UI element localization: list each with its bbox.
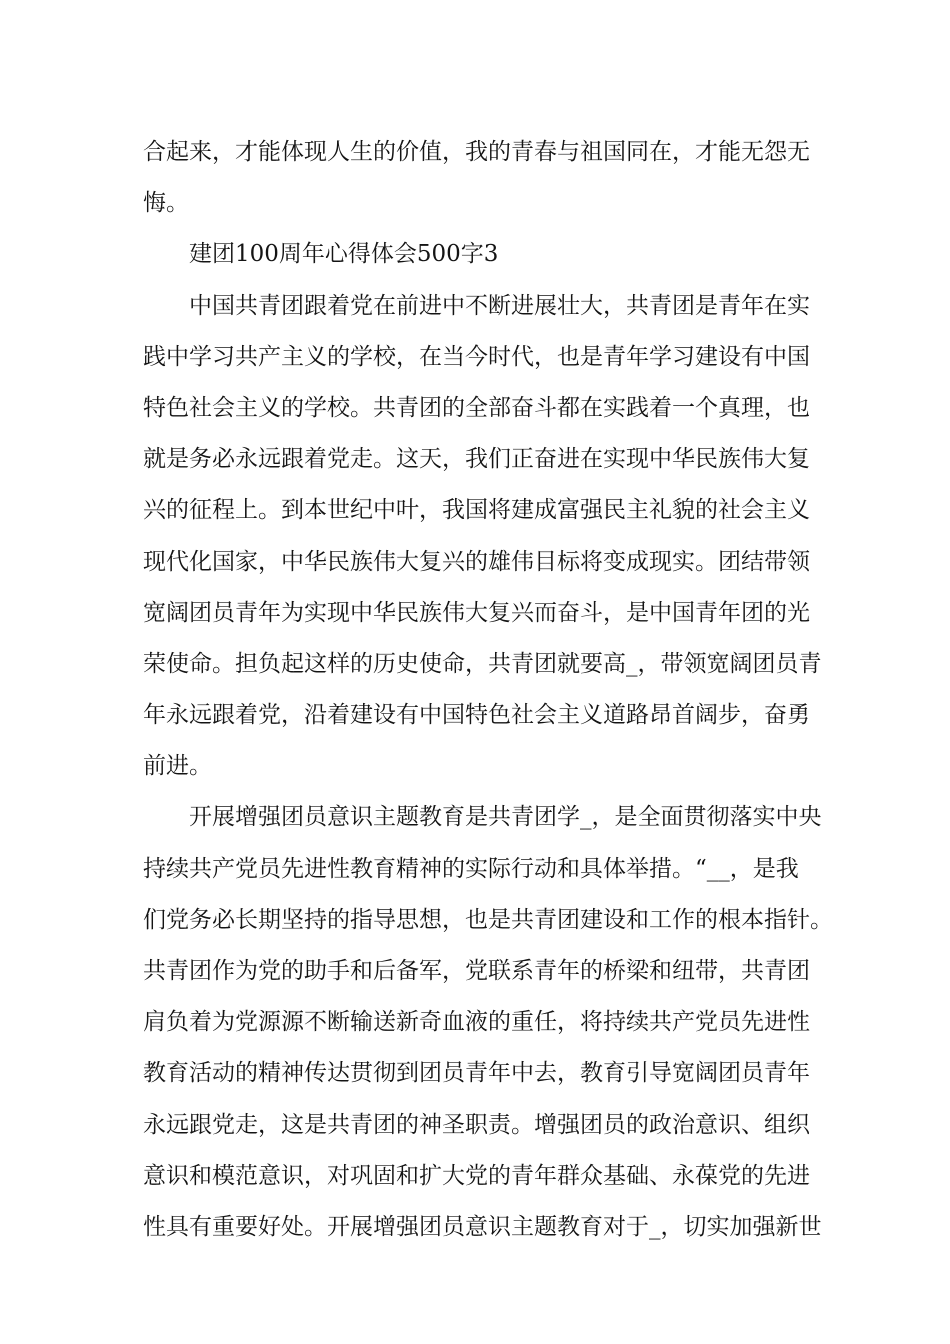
paragraph-line: 荣使命。担负起这样的历史使命，共青团就要高_，带领宽阔团员青 bbox=[143, 650, 822, 677]
paragraph-line: 持续共产党员先进性教育精神的实际行动和具体举措。“__，是我 bbox=[143, 855, 799, 882]
paragraph-line: 们党务必长期坚持的指导思想，也是共青团建设和工作的根本指针。 bbox=[143, 906, 833, 933]
paragraph-line: 性具有重要好处。开展增强团员意识主题教育对于_，切实加强新世 bbox=[143, 1213, 822, 1240]
paragraph-line: 永远跟党走，这是共青团的神圣职责。增强团员的政治意识、组织 bbox=[143, 1111, 810, 1138]
paragraph-line: 年永远跟着党，沿着建设有中国特色社会主义道路昂首阔步，奋勇 bbox=[143, 702, 810, 729]
document-body bbox=[143, 127, 833, 1253]
paragraph-line: 兴的征程上。到本世纪中叶，我国将建成富强民主礼貌的社会主义 bbox=[143, 497, 810, 524]
paragraph-line: 共青团作为党的助手和后备军，党联系青年的桥梁和纽带，共青团 bbox=[143, 958, 810, 984]
paragraph-line: 现代化国家，中华民族伟大复兴的雄伟目标将变成现实。团结带领 bbox=[143, 548, 810, 575]
paragraph-line: 合起来，才能体现人生的价值，我的青春与祖国同在，才能无怨无 bbox=[143, 139, 810, 165]
paragraph-line: 肩负着为党源源不断输送新奇血液的重任，将持续共产党员先进性 bbox=[143, 1009, 810, 1036]
paragraph-line: 教育活动的精神传达贯彻到团员青年中去，教育引导宽阔团员青年 bbox=[143, 1060, 810, 1087]
paragraph-line: 宽阔团员青年为实现中华民族伟大复兴而奋斗，是中国青年团的光 bbox=[143, 599, 810, 626]
paragraph-line: 践中学习共产主义的学校，在当今时代，也是青年学习建设有中国 bbox=[143, 343, 810, 370]
paragraph-line: 前进。 bbox=[143, 753, 212, 780]
section-heading: 建团100周年心得体会500字3 bbox=[189, 241, 499, 268]
paragraph-line: 特色社会主义的学校。共青团的全部奋斗都在实践着一个真理，也 bbox=[143, 394, 810, 421]
paragraph-line: 悔。 bbox=[143, 190, 189, 217]
paragraph-line: 意识和模范意识，对巩固和扩大党的青年群众基础、永葆党的先进 bbox=[143, 1162, 810, 1189]
paragraph-line: 中国共青团跟着党在前进中不断进展壮大，共青团是青年在实 bbox=[189, 292, 810, 319]
paragraph-line: 就是务必永远跟着党走。这天，我们正奋进在实现中华民族伟大复 bbox=[143, 446, 810, 473]
paragraph-line: 开展增强团员意识主题教育是共青团学_，是全面贯彻落实中央 bbox=[189, 804, 822, 831]
